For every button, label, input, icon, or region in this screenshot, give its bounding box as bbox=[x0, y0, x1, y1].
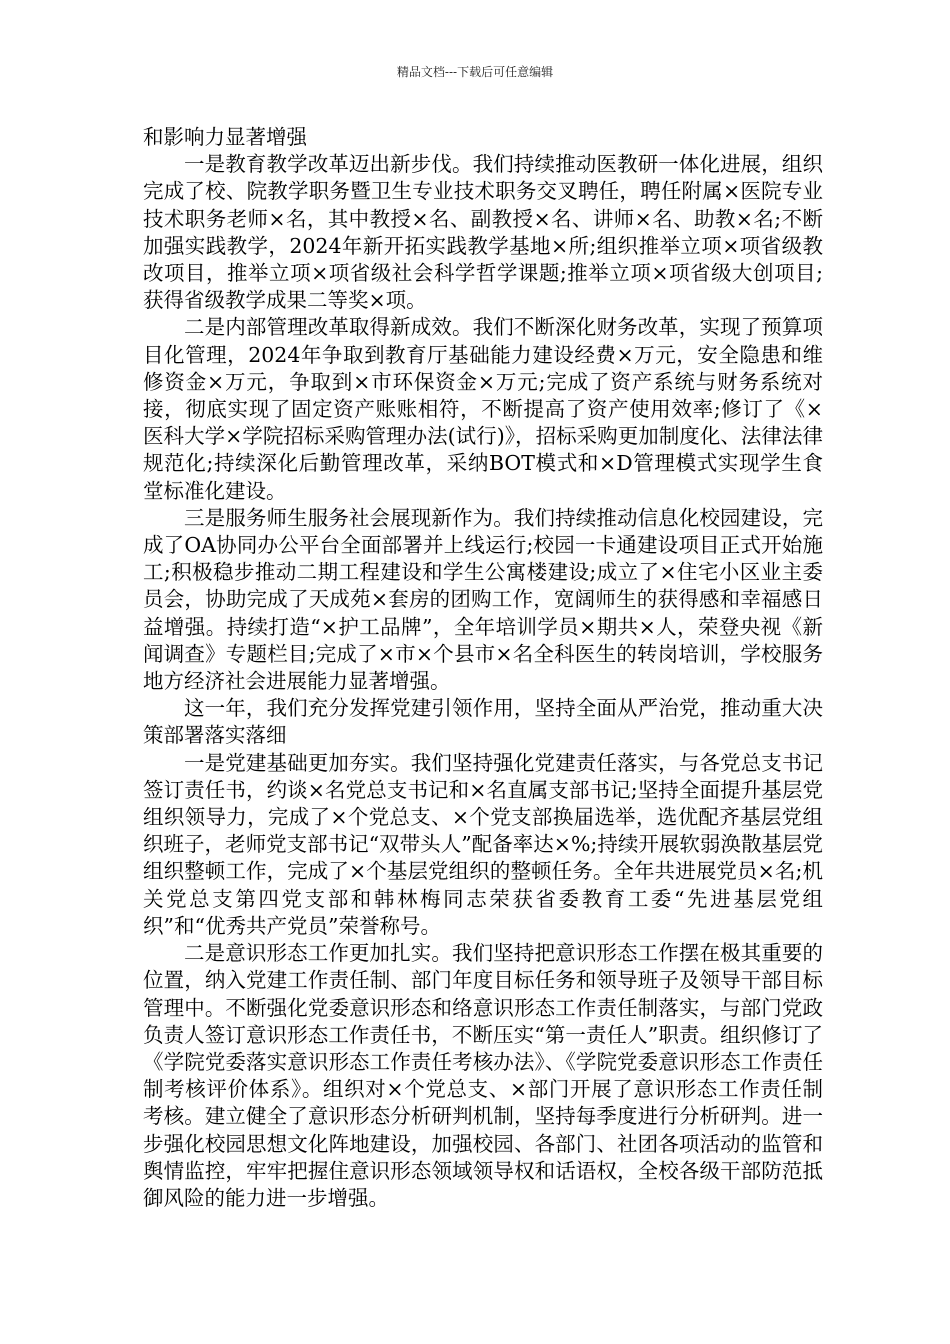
paragraph-ideology-work: 二是意识形态工作更加扎实。我们坚持把意识形态工作摆在极其重要的位置，纳入党建工作责任制、部门年度目标任务和领导班子及领导干部目标管理中。不断强化党委意识形态和络意识形态工作责任制落实，与部门党政负责人签订意识形态工作责任书，不断压实“第一责任人”职责。组织修订了《学院党委落实意识形态工作责任考核办法》、《学院党委意识形态工作责任制考核评价体系》。组织对×个党总支、×部门开展了意识形态工作责任制考核。建立健全了意识形态分析研判机制，坚持每季度进行分析研判。进一步强化校园思想文化阵地建设，加强校园、各部门、社团各项活动的监管和舆情监控，牢牢把握住意识形态领域领导权和话语权，全校各级干部防范抵御风险的能力进一步增强。 bbox=[143, 941, 823, 1210]
paragraph-service: 三是服务师生服务社会展现新作为。我们持续推动信息化校园建设，完成了OA协同办公平台全面部署并上线运行;校园一卡通建设项目正式开始施工;积极稳步推动二期工程建设和学生公寓楼建设;成立了×住宅小区业主委员会，协助完成了天成苑×套房的团购工作，宽阔师生的获得感和幸福感日益增强。持续打造“×护工品牌”，全年培训学员×期共×人，荣登央视《新闻调查》专题栏目;完成了×市×个县市×名全科医生的转岗培训，学校服务地方经济社会进展能力显著增强。 bbox=[143, 505, 823, 694]
paragraph-party-building-intro: 这一年，我们充分发挥党建引领作用，坚持全面从严治党，推动重大决策部署落实落细 bbox=[143, 696, 823, 748]
paragraph-continuation: 和影响力显著增强 bbox=[143, 125, 307, 149]
paragraph-party-foundation: 一是党建基础更加夯实。我们坚持强化党建责任落实，与各党总支书记签订责任书，约谈×名党总支书记和×名直属支部书记;坚持全面提升基层党组织领导力，完成了×个党总支、×个党支部换届选举，选优配齐基层党组织班子，老师党支部书记“双带头人”配备率达×%;持续开展软弱涣散基层党组织整顿工作，完成了×个基层党组织的整顿任务。全年共进展党员×名;机关党总支第四党支部和韩林梅同志荣获省委教育工委“先进基层党组织”和“优秀共产党员”荣誉称号。 bbox=[143, 750, 823, 938]
document-body bbox=[143, 124, 823, 1212]
paragraph-teaching-reform: 一是教育教学改革迈出新步伐。我们持续推动医教研一体化进展，组织完成了校、院教学职务暨卫生专业技术职务交叉聘任，聘任附属×医院专业技术职务老师×名，其中教授×名、副教授×名、讲师×名、助教×名;不断加强实践教学，2024年新开拓实践教学基地×所;组织推举立项×项省级教改项目，推举立项×项省级社会科学哲学课题;推举立项×项省级大创项目;获得省级教学成果二等奖×项。 bbox=[143, 152, 823, 313]
paragraph-management-reform: 二是内部管理改革取得新成效。我们不断深化财务改革，实现了预算项目化管理，2024年争取到教育厅基础能力建设经费×万元，安全隐患和维修资金×万元，争取到×市环保资金×万元;完成了资产系统与财务系统对接，彻底实现了固定资产账账相符，不断提高了资产使用效率;修订了《×医科大学×学院招标采购管理办法(试行)》，招标采购更加制度化、法律法律规范化;持续深化后勤管理改革，采纳BOT模式和×D管理模式实现学生食堂标准化建设。 bbox=[143, 315, 823, 503]
page-header: 精品文档---下载后可任意编辑 bbox=[396, 65, 554, 79]
